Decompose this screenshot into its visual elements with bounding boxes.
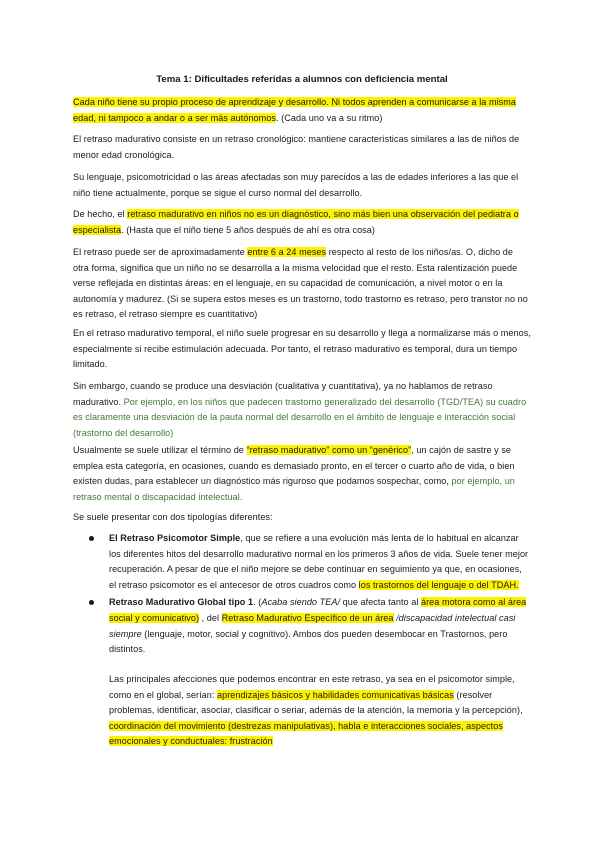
bullet-list: [73, 531, 531, 658]
bullet-icon: [89, 600, 94, 605]
text: El retraso puede ser de aproximadamente: [73, 247, 248, 257]
paragraph-7: [73, 379, 531, 441]
text: De hecho, el: [73, 209, 128, 219]
highlight: retraso madurativo en niños no es un diagnóstico, sino más bien una observación del pediatra o especialista: [73, 209, 519, 235]
text: , que se refiere a una evolución más lenta de lo habitual en alcanzar los diferentes hitos del desarrollo madurativo normal en los primeros 3 años de vida. Suele tener mejor recuperación. A pesar de que el niño mejore se debe continuar en seguimiento ya que, en ocasiones, el retraso psicomotor es el antecesor de otros cuadros como: [109, 533, 529, 590]
paragraph-8: [73, 443, 531, 505]
text: . (Hasta que el niño tiene 5 años después de ahí es otra cosa): [121, 224, 375, 235]
paragraph-2: El retraso madurativo consiste en un retraso cronológico: mantiene características similares a las de niños de menor edad cronológica.: [73, 134, 520, 160]
text: Usualmente se suele utilizar el término de: [73, 445, 247, 455]
paragraph-6: En el retraso madurativo temporal, el niño suele progresar en su desarrollo y llega a normalizarse más o menos, especialmente si recibe estimulación adecuada. Por tanto, el retraso madurativo es temporal, dura un tiempo limitado.: [73, 328, 531, 370]
bullet-icon: [89, 536, 94, 541]
bold-text: El Retraso Psicomotor Simple: [109, 533, 241, 543]
highlight: coordinación del movimiento (destrezas manipulativas), habla e interacciones sociales, aspectos emocionales y conductuales: frustración: [109, 720, 503, 747]
text: , del: [199, 612, 222, 623]
paragraph-4: [73, 207, 531, 238]
text: . (Cada uno va a su ritmo): [276, 112, 383, 123]
list-item: [73, 595, 531, 657]
text: respecto al resto de los niños/as. O, dicho de otra forma, significa que un niño no se desarrolla a la misma velocidad que el resto. Esta ralentización puede verse reflejada en distintas áreas: en el lenguaje, en su capacidad de comunicación, a nivel motor o en la autonomía y madurez. (Si se supera estos meses es un trastorno, todo trastorno es retraso, pero transtor no no es retraso, el retraso siempre es cuantitativo): [73, 247, 528, 320]
highlight: aprendizajes básicos y habilidades comunicativas básicas: [217, 689, 454, 700]
highlight: Cada niño tiene su propio proceso de aprendizaje y desarrollo. Ni todos aprenden a comunicarse a la misma edad, ni tampoco a andar o a ser más autónomos: [73, 97, 517, 123]
green-text: Por ejemplo, en los niños que padecen trastorno generalizado del desarrollo (TGD/TEA) su cuadro es claramente una desviación de la pauta normal del desarrollo en el ámbito de lenguaje e interacción social (trastorno del desarrollo): [73, 396, 527, 438]
text: (resolver problemas, identificar, asociar, clasificar o seriar, además de la atención, la memoria y la percepción),: [109, 689, 523, 716]
text: , un cajón de sastre y se emplea esta categoría, en ocasiones, cuando es demasiado pronto, en el tercer o cuarto año de vida, o bien existen dudas, para establecer un diagnóstico más riguroso que podamos sospechar, como,: [73, 445, 515, 487]
highlight: los trastornos del lenguaje o del TDAH.: [358, 579, 519, 590]
bold-text: Retraso Madurativo Global tipo 1: [109, 597, 254, 608]
text: que afecta tanto al: [340, 597, 421, 608]
text: Sin embargo, cuando se produce una desviación (cualitativa y cuantitativa), ya no hablamos de retraso madurativo.: [73, 381, 493, 407]
page-title: Tema 1: Dificultades referidas a alumnos con deficiencia mental: [156, 74, 448, 85]
paragraph-5: [73, 245, 531, 323]
text: Las principales afecciones que podemos encontrar en este retraso, ya sea en el psicomotor simple, como en el global, serían:: [109, 674, 515, 700]
text: . (: [253, 597, 262, 608]
paragraph-1: [73, 95, 531, 126]
highlight: “retraso madurativo” como un “genérico”: [246, 445, 412, 455]
italic-text: Acaba siendo TEA/: [261, 597, 341, 608]
list-item: [73, 531, 531, 593]
highlight: Retraso Madurativo Específico de un área: [221, 612, 394, 623]
green-text: por ejemplo, un retraso mental o discapacidad intelectual.: [73, 476, 515, 502]
highlight: entre 6 a 24 meses: [247, 247, 327, 257]
italic-text: /discapacidad intelectual casi siempre: [109, 612, 516, 639]
highlight: área motora como al área social y comunicativo): [109, 597, 527, 623]
paragraph-3: Su lenguaje, psicomotricidad o las áreas afectadas son muy parecidos a las de edades inferiores a las que el niño tiene actualmente, porque se sigue el curso normal del desarrollo.: [73, 172, 519, 198]
paragraph-10: [109, 672, 531, 750]
paragraph-9: Se suele presentar con dos tipologías diferentes:: [73, 512, 273, 522]
text: (lenguaje, motor, social y cognitivo). Ambos dos pueden desembocar en Trastornos, pero distintos.: [109, 628, 508, 655]
